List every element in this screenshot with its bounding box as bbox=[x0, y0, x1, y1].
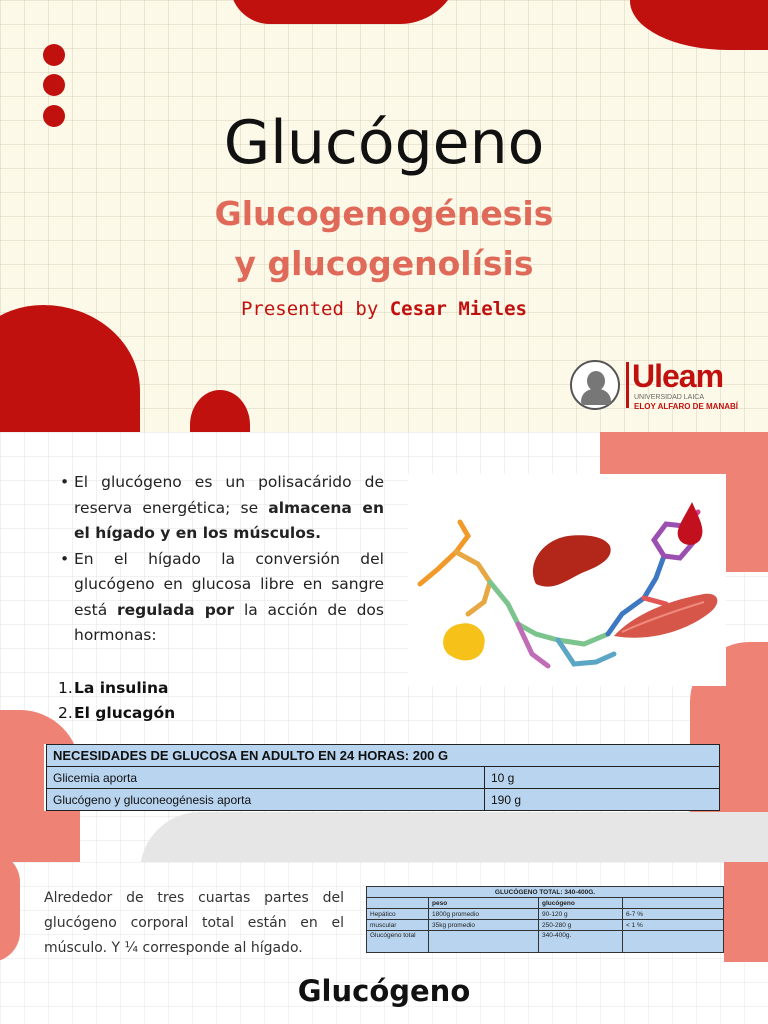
decor-blob bbox=[0, 862, 20, 962]
table-cell: 250-280 g bbox=[539, 920, 623, 931]
list-item: 1.La insulina bbox=[58, 679, 169, 697]
bullet-text: la acción de dos hormonas: bbox=[74, 600, 384, 644]
table-cell bbox=[623, 931, 724, 953]
table-header: NECESIDADES DE GLUCOSA EN ADULTO EN 24 HORAS: 200 G bbox=[47, 745, 720, 767]
cover-slide bbox=[0, 0, 768, 432]
content-slide bbox=[0, 432, 768, 862]
table-row bbox=[47, 767, 720, 789]
table-cell: 10 g bbox=[485, 767, 720, 789]
table-cell: Glicemia aporta bbox=[47, 767, 485, 789]
table-header-cell bbox=[623, 898, 724, 909]
bullet-text: El glucógeno es un polisacárido de reserva energética; se bbox=[74, 473, 384, 517]
table-cell: 190 g bbox=[485, 789, 720, 811]
logo-subtitle: UNIVERSIDAD LAICA bbox=[634, 394, 705, 401]
cover-subtitle-line1: Glucogenogénesis bbox=[214, 194, 554, 233]
cover-subtitle-line2: y glucogenolísis bbox=[234, 244, 534, 283]
table-row bbox=[367, 931, 724, 953]
table-cell: Glucógeno total bbox=[367, 931, 429, 953]
logo-name: Uleam bbox=[632, 358, 724, 394]
decor-blob bbox=[0, 305, 140, 432]
table-caption: GLUCÓGENO TOTAL: 340-400G. bbox=[367, 887, 724, 898]
logo-divider bbox=[626, 362, 629, 408]
table-header-row bbox=[367, 898, 724, 909]
bullet-list bbox=[60, 470, 384, 649]
bullet-text: En el hígado la conversión del glucógeno en glucosa libre en sangre está bbox=[74, 549, 384, 619]
footer-title: Glucógeno bbox=[297, 974, 471, 1008]
seal-icon bbox=[570, 360, 620, 410]
decor-blob bbox=[230, 0, 460, 24]
hormone-list bbox=[58, 676, 175, 726]
table-cell bbox=[429, 931, 539, 953]
bullet-bold-text: regulada por bbox=[116, 600, 235, 619]
bullet-bold-text: almacena en el hígado y en los músculos. bbox=[74, 498, 384, 542]
table-cell: Glucógeno y gluconeogénesis aporta bbox=[47, 789, 485, 811]
decor-blob bbox=[190, 390, 250, 432]
table-cell: Hepático bbox=[367, 909, 429, 920]
table-row bbox=[47, 789, 720, 811]
summary-paragraph: Alrededor de tres cuartas partes del glucógeno corporal total están en el músculo. Y ¼ corresponde al hígado. bbox=[44, 890, 344, 956]
cover-title: Glucógeno bbox=[223, 108, 545, 178]
decor-blob bbox=[630, 0, 768, 50]
summary-slide bbox=[0, 862, 768, 1024]
decor-blob bbox=[140, 812, 768, 862]
glucose-needs-table bbox=[44, 744, 720, 811]
presenter-prefix: Presented by bbox=[240, 298, 379, 320]
table-header-cell: glucógeno bbox=[539, 898, 623, 909]
decor-blob bbox=[724, 862, 768, 962]
table-cell: 6-7 % bbox=[623, 909, 724, 920]
hormone-label: El glucagón bbox=[74, 704, 176, 722]
table-header-cell bbox=[367, 898, 429, 909]
decor-dot bbox=[43, 74, 65, 96]
table-cell: muscular bbox=[367, 920, 429, 931]
list-item: 2.El glucagón bbox=[58, 704, 176, 722]
glycogen-total-table bbox=[366, 886, 724, 953]
table-cell: < 1 % bbox=[623, 920, 724, 931]
table-cell: 35kg promedio bbox=[429, 920, 539, 931]
table-header-cell: peso bbox=[429, 898, 539, 909]
presenter-name: Cesar Mieles bbox=[389, 298, 527, 320]
hormone-label: La insulina bbox=[74, 679, 169, 697]
table-cell: 90-120 g bbox=[539, 909, 623, 920]
table-row bbox=[367, 909, 724, 920]
presenter-line bbox=[0, 298, 768, 320]
table-row bbox=[367, 920, 724, 931]
logo-subtitle-bold: ELOY ALFARO DE MANABÍ bbox=[634, 402, 739, 411]
table-cell: 1800g promedio bbox=[429, 909, 539, 920]
table-cell: 340-400g. bbox=[539, 931, 623, 953]
list-item bbox=[60, 547, 384, 649]
list-item bbox=[60, 470, 384, 547]
decor-dot bbox=[43, 44, 65, 66]
university-logo bbox=[570, 358, 750, 414]
glycogen-illustration bbox=[408, 474, 726, 686]
